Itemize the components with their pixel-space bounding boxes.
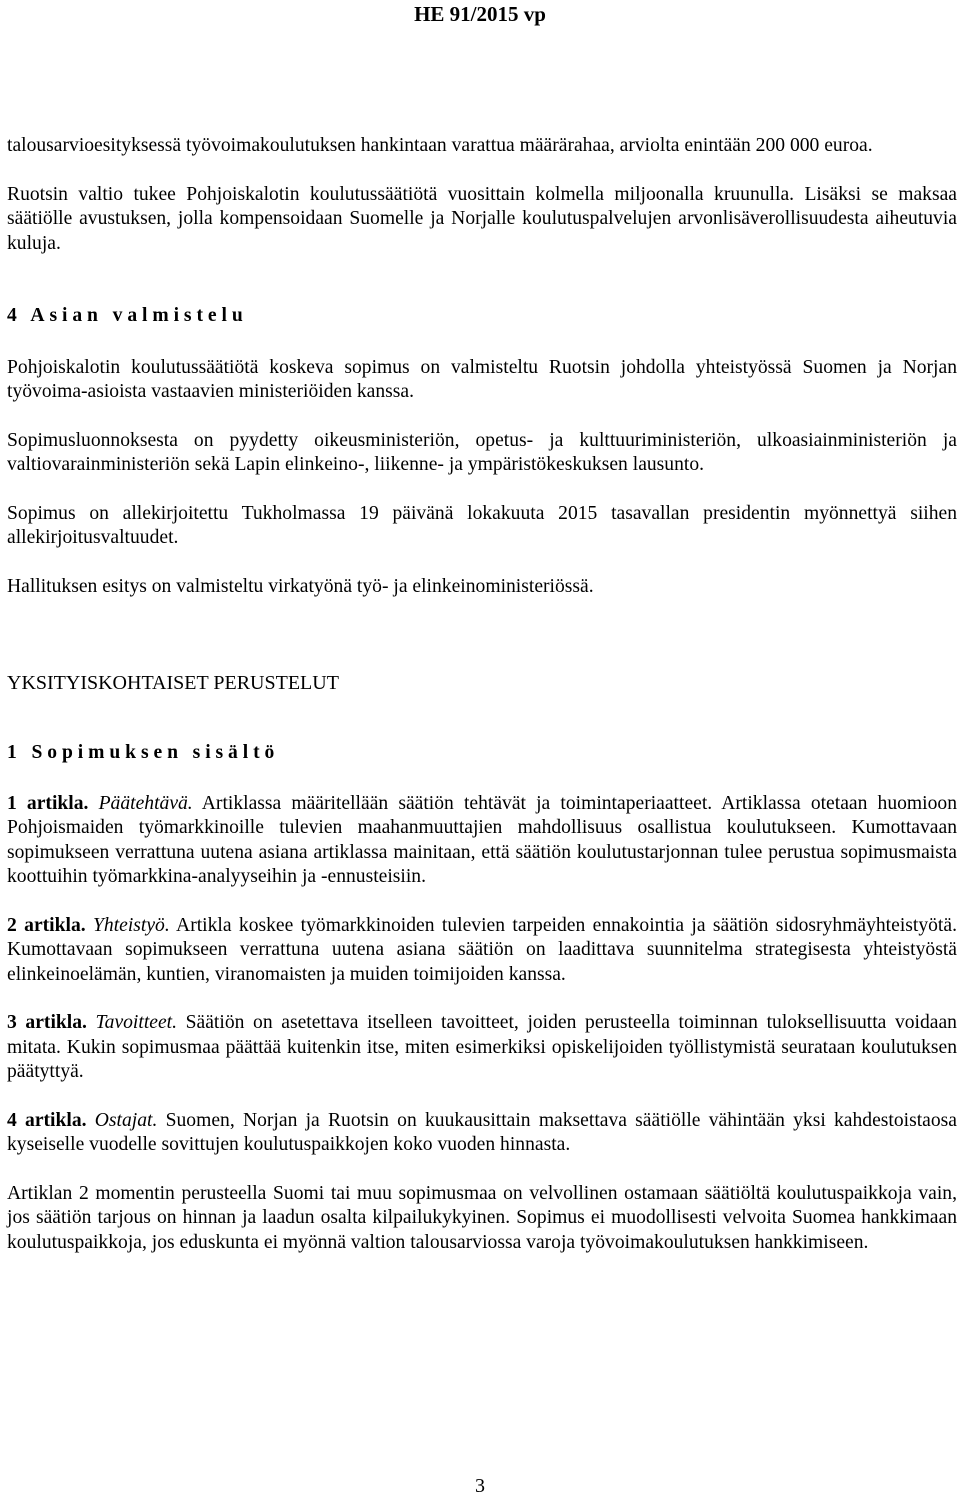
document-header: HE 91/2015 vp [414, 2, 546, 26]
article-1-label: 1 artikla. [7, 792, 89, 814]
section-heading-4: 4 Asian valmistelu [7, 305, 248, 326]
document-body [7, 134, 957, 1255]
article-4 [7, 1109, 957, 1158]
page-number: 3 [475, 1475, 485, 1497]
article-3 [7, 1011, 957, 1085]
article-2-title: Yhteistyö. [93, 914, 170, 936]
article-3-title: Tavoitteet. [95, 1012, 178, 1033]
article-3-label: 3 artikla. [7, 1012, 87, 1033]
article-2-label: 2 artikla. [7, 914, 86, 936]
paragraph-preparation: Pohjoiskalotin koulutussäätiötä koskeva sopimus on valmisteltu Ruotsin johdolla yhteistyössä Suomen ja Norjan työvoima-asioista vastaavien ministeriöiden kanssa. [7, 356, 957, 402]
article-4-title: Ostajat. [94, 1109, 158, 1131]
paragraph-signing: Sopimus on allekirjoitettu Tukholmassa 19 päivänä lokakuuta 2015 tasavallan presidentin myönnettyä siihen allekirjoitusvaltuudet. [7, 502, 957, 548]
article-4-paragraph-2: Artiklan 2 momentin perusteella Suomi tai muu sopimusmaa on velvollinen ostamaan säätiöltä koulutuspaikkoja vain, jos säätiön tarjous on hinnan ja laadun osalta kilpailukykyinen. Sopimus ei muodollisesti velvoita Suomea hankkimaan koulutuspaikkoja, jos eduskunta ei myönnä valtion talousarviossa varoja työvoimakoulutuksen hankkimiseen. [7, 1182, 957, 1253]
article-3-text: Säätiön on asetettava itselleen tavoitteet, joiden perusteella toiminnan tuloksellisuutta voidaan mitata. Kukin sopimusmaa päättää kuitenkin itse, miten esimerkiksi opiskelijoiden työllistymistä seurataan koulutuksen päätyttyä. [7, 1012, 957, 1082]
article-2 [7, 914, 957, 988]
main-heading: YKSITYISKOHTAISET PERUSTELUT [7, 672, 339, 694]
paragraph-ministry: Hallituksen esitys on valmisteltu virkatyönä työ- ja elinkeinoministeriössä. [7, 575, 594, 597]
article-4-label: 4 artikla. [7, 1109, 87, 1131]
paragraph-statements: Sopimusluonnoksesta on pyydetty oikeusministeriön, opetus- ja kulttuuriministeriön, ulkoasiainministeriön ja valtiovarainministeriön sekä Lapin elinkeino-, liikenne- ja ympäristökeskuksen lausunto. [7, 429, 957, 475]
paragraph-funding: Ruotsin valtio tukee Pohjoiskalotin koulutussäätiötä vuosittain kolmella miljoonalla kruunulla. Lisäksi se maksaa säätiölle avustuksen, jolla kompensoidaan Suomelle ja Norjalle koulutuspalvelujen arvonlisäverollisuudesta aiheutuvia kuluja. [7, 183, 957, 254]
article-4-text: Suomen, Norjan ja Ruotsin on kuukausittain maksettava säätiölle vähintään yksi kahdestoistaosa kyseiselle vuodelle sovittujen koulutuspaikkojen koko vuoden hinnasta. [7, 1109, 957, 1155]
paragraph-continuation: talousarvioesityksessä työvoimakoulutuksen hankintaan varattua määrärahaa, arviolta enintään 200 000 euroa. [7, 135, 873, 156]
article-2-text: Artikla koskee työmarkkinoiden tulevien tarpeiden ennakointia ja säätiön sidosryhmäyhteistyötä. Kumottavaan sopimukseen verrattuna uutena asiana säätiön on laadittava suunnitelma strategisesta yhteistyöstä elinkeinoelämän, kuntien, viranomaisten ja muiden toimijoiden kanssa. [7, 914, 957, 985]
section-heading-1: 1 Sopimuksen sisältö [7, 742, 280, 763]
article-1-title: Päätehtävä. [98, 792, 193, 814]
article-1 [7, 792, 957, 890]
article-1-text: Artiklassa määritellään säätiön tehtävät ja toimintaperiaatteet. Artiklassa otetaan huomioon Pohjoismaiden työmarkkinoille tulevien maahanmuuttajien mahdollisuus osallistua koulutukseen. Kumottavaan sopimukseen verrattuna uutena asiana artiklassa mainitaan, että säätiön koulutustarjonnan tulee perustua sopimusmaista koottuihin työmarkkina-analyyseihin ja -ennusteisiin. [7, 792, 957, 887]
